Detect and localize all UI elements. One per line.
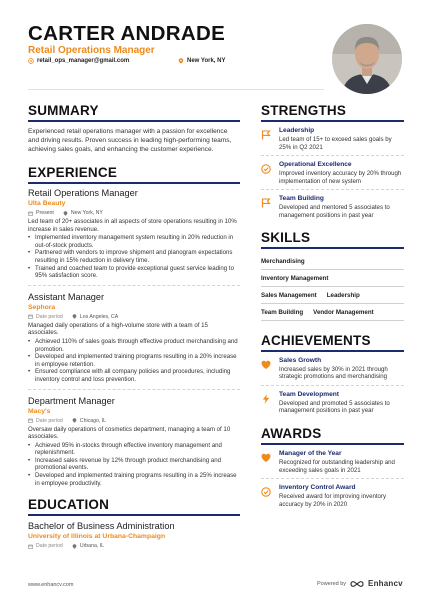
candidate-title: Retail Operations Manager <box>28 45 155 56</box>
awards-heading: AWARDS <box>261 425 322 441</box>
bullet-item: • Developed and implemented training programs resulting in a 20% increase in employee retention. <box>28 353 240 368</box>
job-role: Retail Operations Manager <box>28 188 138 198</box>
job-meta <box>28 417 240 425</box>
achievement-desc: Developed and promoted 5 associates to management positions in past year <box>279 399 390 415</box>
candidate-name: CARTER ANDRADE <box>28 22 226 45</box>
award-item <box>261 479 404 512</box>
heart-icon <box>261 360 271 370</box>
section-rule <box>28 182 240 184</box>
skills-section <box>261 230 404 321</box>
portrait-image <box>332 24 402 94</box>
skill-row <box>261 270 404 287</box>
summary-text: Experienced retail operations manager with a passion for excellence and driving results. Proven success in leading high-performing teams, achieving sales goals, and enhancing the customer experience. <box>28 128 232 153</box>
right-column <box>261 103 404 512</box>
bullet-item: • Achieved 95% in-stocks through effective inventory management and replenishment. <box>28 442 240 457</box>
strength-item <box>261 190 404 223</box>
check-circle-icon <box>261 487 271 497</box>
job-date: Date period <box>36 313 63 320</box>
experience-heading: EXPERIENCE <box>28 165 118 180</box>
skill-tag: Vendor Management <box>313 308 374 316</box>
bullet-item: • Increased sales revenue by 12% through product merchandising and promotional events. <box>28 457 240 472</box>
job-date: Date period <box>36 417 63 424</box>
bullet-item: • Developed and implemented training programs resulting in a 25% increase in employee productivity. <box>28 472 240 487</box>
skills-heading: SKILLS <box>261 229 311 245</box>
strength-title: Operational Excellence <box>279 161 352 169</box>
section-rule <box>28 514 240 516</box>
pin-icon <box>178 58 184 64</box>
calendar-icon <box>28 544 33 549</box>
education-degree: Bachelor of Business Administration <box>28 521 175 532</box>
strength-title: Team Building <box>279 195 324 203</box>
profile-photo <box>332 24 402 94</box>
skill-tag: Sales Management <box>261 291 317 299</box>
skill-row <box>261 304 404 321</box>
job-bullets <box>28 442 240 488</box>
job-entry <box>28 291 240 390</box>
job-entry <box>28 395 240 493</box>
at-icon <box>28 58 34 64</box>
location-contact <box>178 58 225 64</box>
job-role: Assistant Manager <box>28 291 105 302</box>
bullet-item: • Implemented inventory management system resulting in 20% reduction in out-of-stock products. <box>28 234 240 249</box>
job-meta <box>28 209 240 217</box>
education-school: University of Illinois at Urbana-Champaign <box>28 533 166 541</box>
footer-website[interactable]: www.enhancv.com <box>28 582 74 588</box>
achievement-item <box>261 386 404 419</box>
award-item <box>261 445 404 479</box>
job-description: Oversaw daily operations of cosmetics department, managing a team of 10 associates. <box>28 425 231 441</box>
education-heading: EDUCATION <box>28 497 110 513</box>
job-company: Sephora <box>28 303 56 311</box>
flag-icon <box>261 130 271 140</box>
job-location: New York, NY <box>70 210 103 216</box>
education-date: Date period <box>36 543 63 550</box>
awards-section <box>261 426 404 512</box>
email-text: retail_ops_manager@gmail.com <box>37 58 130 64</box>
heart-icon <box>261 453 271 463</box>
strength-item <box>261 122 404 156</box>
summary-heading: SUMMARY <box>28 103 99 118</box>
brand-name: Enhancv <box>368 579 403 588</box>
award-title: Manager of the Year <box>279 449 342 457</box>
achievement-item <box>261 352 404 386</box>
calendar-icon <box>28 418 33 423</box>
location-text: New York, NY <box>187 58 226 64</box>
check-circle-icon <box>261 164 271 174</box>
bullet-item: • Ensured compliance with all company policies and procedures, including inventory control and loss prevention. <box>28 368 240 383</box>
job-bullets <box>28 338 240 384</box>
lightning-icon <box>261 394 271 404</box>
award-desc: Recognized for outstanding leadership and exceeding sales goals in 2021 <box>279 458 395 474</box>
bullet-item: • Trained and coached team to provide exceptional guest service leading to 95% satisfaction score. <box>28 265 240 280</box>
flag-icon <box>261 198 271 208</box>
skill-tag: Team Building <box>261 308 304 316</box>
achievement-desc: Increased sales by 30% in 2021 through strategic promotions and merchandising <box>279 365 388 381</box>
strength-item <box>261 156 404 190</box>
summary-section <box>28 103 240 154</box>
enhancv-logo-icon <box>350 580 364 588</box>
section-rule <box>261 247 404 249</box>
job-entry <box>28 187 240 286</box>
experience-section <box>28 165 240 492</box>
section-rule <box>28 120 240 122</box>
job-description: Managed daily operations of a high-volume store with a team of 15 associates. <box>28 321 208 337</box>
achievement-title: Team Development <box>279 390 339 398</box>
email-contact[interactable] <box>28 58 129 64</box>
skill-row <box>261 253 404 270</box>
footer-branding <box>317 579 403 588</box>
job-company: Macy's <box>28 407 51 415</box>
strength-desc: Improved inventory accuracy by 20% through implementation of new system <box>279 170 402 185</box>
education-location: Urbana, IL <box>79 543 105 550</box>
job-location: Chicago, IL <box>79 417 107 424</box>
calendar-icon <box>28 314 33 319</box>
strength-title: Leadership <box>279 127 315 134</box>
achievement-title: Sales Growth <box>279 356 322 364</box>
achievements-heading: ACHIEVEMENTS <box>261 332 371 348</box>
powered-by-text: Powered by <box>317 580 347 587</box>
bullet-item: • Partnered with vendors to improve shipment and planogram expectations resulting in 15% reduction in delivery time. <box>28 249 240 264</box>
pin-icon <box>72 314 77 319</box>
skills-list <box>261 253 404 321</box>
header-divider <box>28 89 324 90</box>
strengths-section <box>261 103 404 224</box>
pin-icon <box>72 544 77 549</box>
left-column <box>28 103 240 550</box>
skill-tag: Inventory Management <box>261 274 329 282</box>
achievements-section <box>261 333 404 419</box>
job-description: Led team of 20+ associates in all aspects of store operations resulting in 10% increase in sales revenue. <box>28 218 237 233</box>
award-title: Inventory Control Award <box>279 484 356 492</box>
education-section <box>28 497 240 550</box>
pin-icon <box>63 211 68 216</box>
skill-row <box>261 287 404 304</box>
strength-desc: Developed and mentored 5 associates to management positions in past year <box>279 204 390 219</box>
skill-tag: Leadership <box>326 291 360 299</box>
strengths-heading: STRENGTHS <box>261 103 347 118</box>
skill-tag: Merchandising <box>261 257 305 265</box>
calendar-icon <box>28 211 33 216</box>
job-list <box>28 187 240 492</box>
job-meta <box>28 313 240 321</box>
bullet-item: • Achieved 110% of sales goals through effective product merchandising and promotion. <box>28 338 240 353</box>
job-role: Department Manager <box>28 395 115 406</box>
strength-desc: Led team of 15+ to exceed sales goals by 25% in Q2 2021 <box>279 136 392 151</box>
job-bullets <box>28 234 240 280</box>
job-date: Present <box>36 210 54 216</box>
award-desc: Received award for improving inventory accuracy by 20% in 2020 <box>279 493 387 508</box>
job-location: Los Angeles, CA <box>79 313 119 320</box>
pin-icon <box>72 418 77 423</box>
job-company: Ulta Beauty <box>28 200 66 207</box>
education-meta <box>28 542 240 550</box>
